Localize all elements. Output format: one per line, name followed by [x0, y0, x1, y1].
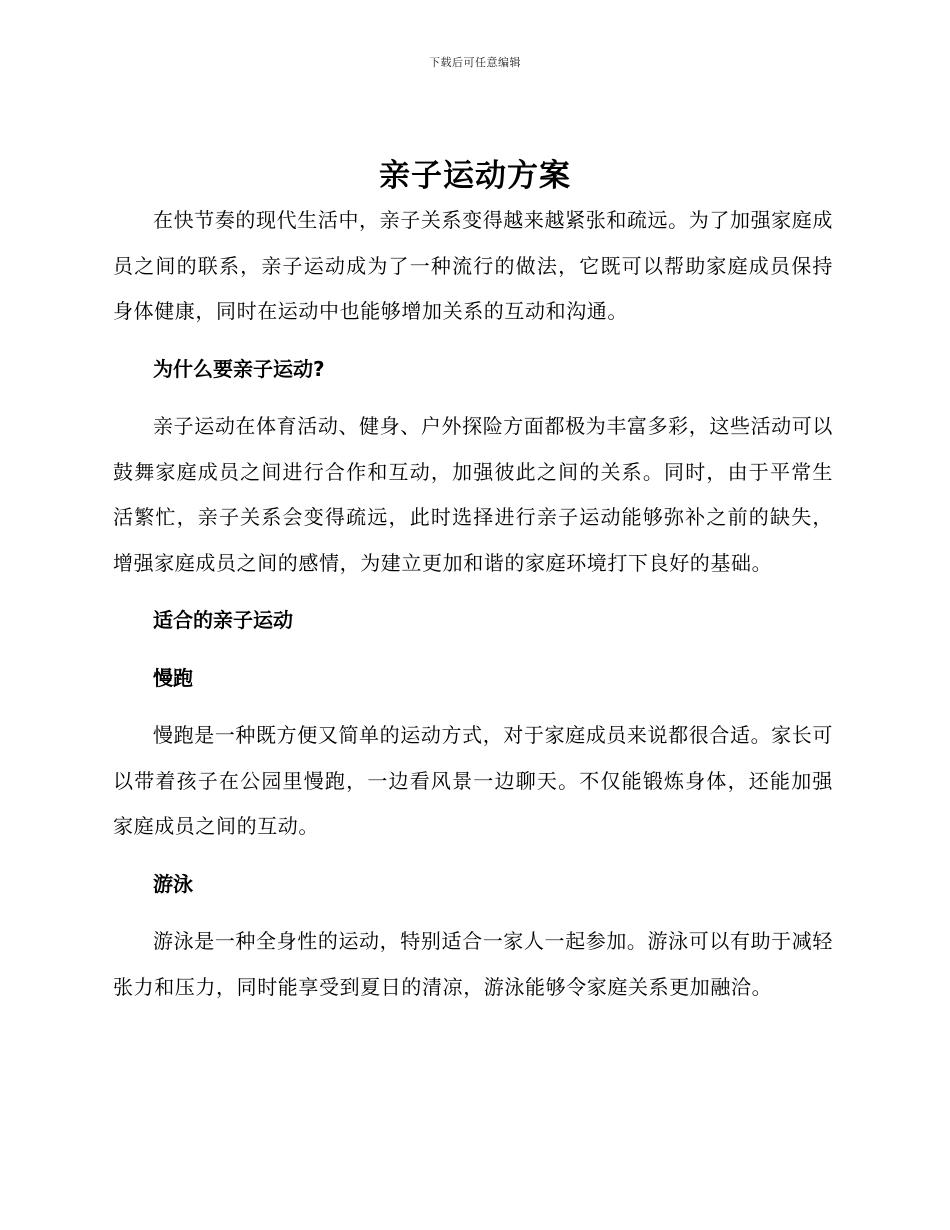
why-paragraph: 亲子运动在体育活动、健身、户外探险方面都极为丰富多彩，这些活动可以鼓舞家庭成员之间进行合作和互动，加强彼此之间的关系。同时，由于平常生活繁忙，亲子关系会变得疏远，此时选择进行亲子运动能够弥补之前的缺失，增强家庭成员之间的感情，为建立更加和谐的家庭环境打下良好的基础。 [113, 414, 833, 575]
document-body [113, 198, 833, 1010]
header-note: 下载后可任意编辑 [429, 56, 521, 69]
swimming-heading: 游泳 [153, 871, 193, 896]
jogging-heading: 慢跑 [153, 665, 193, 690]
swimming-paragraph: 游泳是一种全身性的运动，特别适合一家人一起参加。游泳可以有助于减轻张力和压力，同时能享受到夏日的清凉，游泳能够令家庭关系更加融洽。 [113, 929, 833, 999]
why-heading: 为什么要亲子运动? [153, 356, 325, 381]
intro-paragraph: 在快节奏的现代生活中，亲子关系变得越来越紧张和疏远。为了加强家庭成员之间的联系，亲子运动成为了一种流行的做法，它既可以帮助家庭成员保持身体健康，同时在运动中也能够增加关系的互动和沟通。 [113, 208, 833, 323]
document-title: 亲子运动方案 [379, 158, 571, 194]
jogging-paragraph: 慢跑是一种既方便又简单的运动方式，对于家庭成员来说都很合适。家长可以带着孩子在公园里慢跑，一边看风景一边聊天。不仅能锻炼身体，还能加强家庭成员之间的互动。 [113, 723, 833, 838]
suitable-heading: 适合的亲子运动 [153, 608, 293, 632]
